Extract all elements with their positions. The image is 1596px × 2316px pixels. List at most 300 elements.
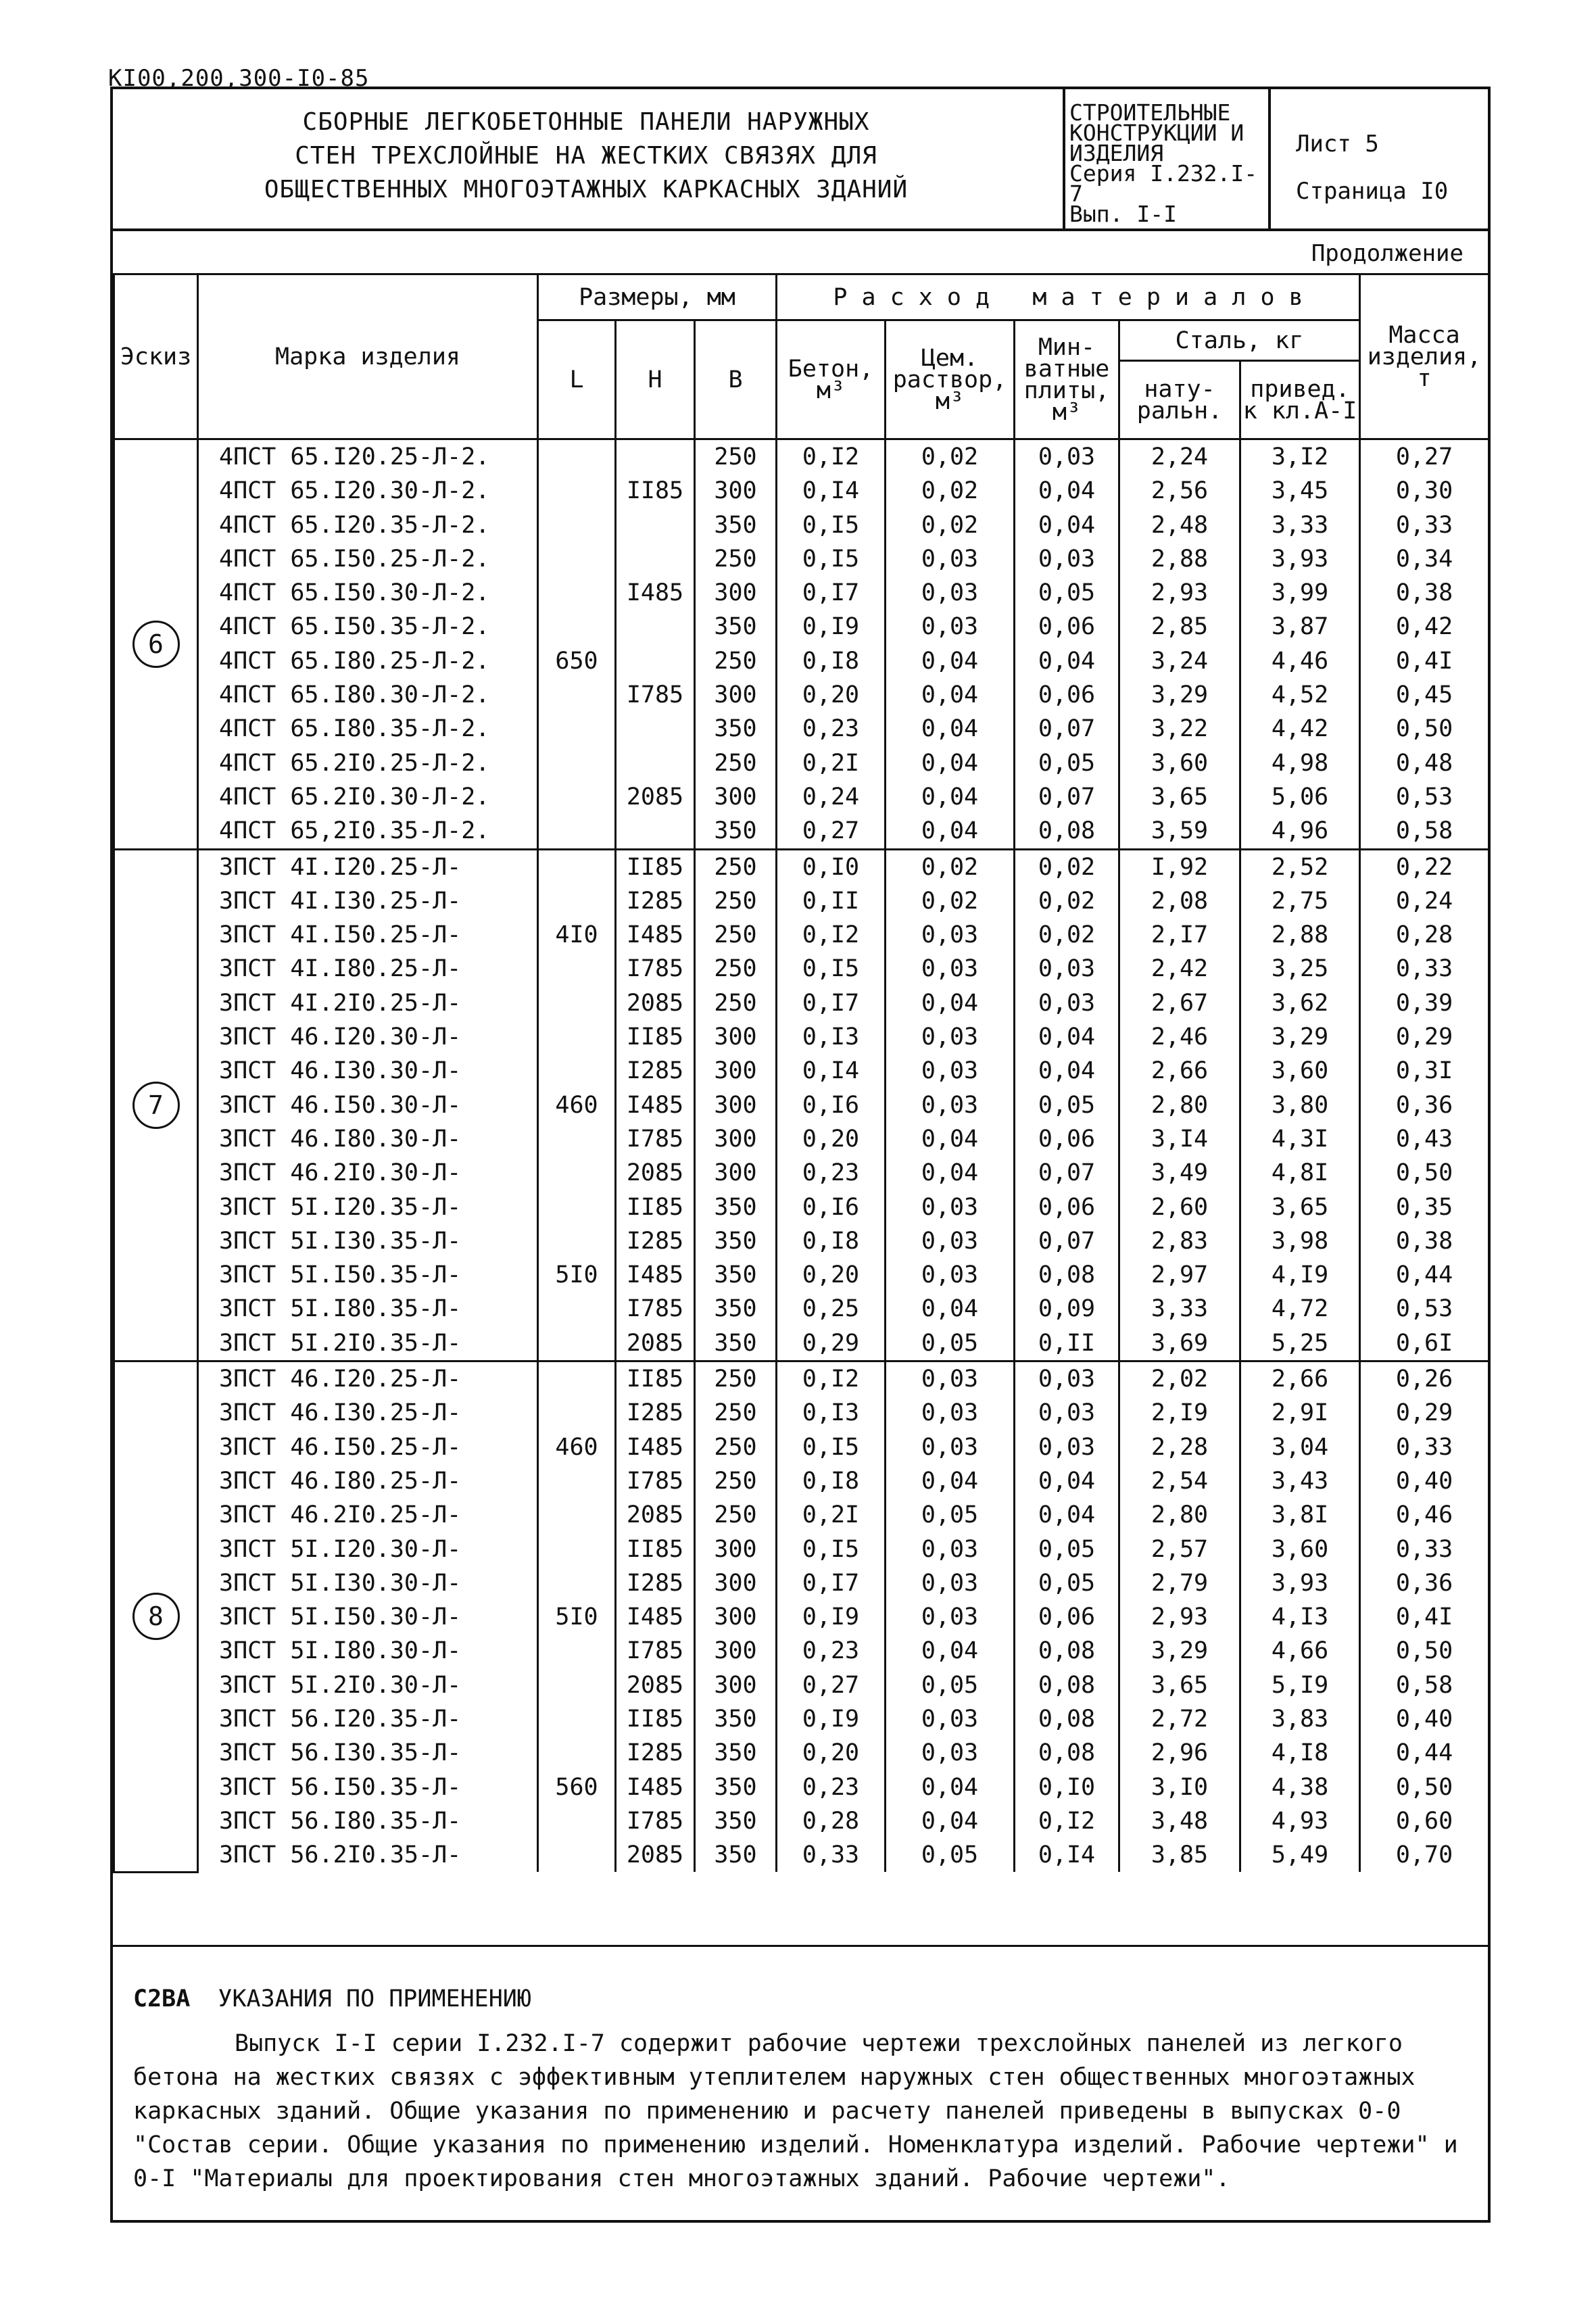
- mass-cell: 0,50: [1360, 1634, 1489, 1668]
- thickness-cell: 350: [695, 1736, 777, 1770]
- mortar-cell: 0,04: [886, 712, 1015, 746]
- thickness-cell: 350: [695, 1326, 777, 1361]
- steel-reduced-cell: 2,88: [1240, 918, 1360, 952]
- steel-reduced-cell: 4,66: [1240, 1634, 1360, 1668]
- mark-cell: 3ПСТ 56.I80.35-Л-: [198, 1804, 538, 1838]
- length-cell: [538, 610, 616, 644]
- steel-natural-cell: 2,66: [1119, 1054, 1240, 1088]
- mass-cell: 0,70: [1360, 1838, 1489, 1872]
- thickness-cell: 250: [695, 746, 777, 780]
- header-mass-label: Масса изделия,: [1367, 321, 1482, 370]
- mass-cell: 0,40: [1360, 1464, 1489, 1498]
- length-cell: [538, 986, 616, 1020]
- steel-reduced-cell: 4,98: [1240, 746, 1360, 780]
- table-row: [114, 986, 1489, 1020]
- mortar-cell: 0,04: [886, 678, 1015, 712]
- length-cell: [538, 814, 616, 849]
- mass-cell: 0,58: [1360, 1668, 1489, 1702]
- header-wool-label: Мин- ватные плиты,: [1023, 333, 1110, 404]
- steel-reduced-cell: 4,38: [1240, 1770, 1360, 1804]
- concrete-cell: 0,23: [777, 712, 886, 746]
- header-mark: Марка изделия: [198, 274, 538, 439]
- mortar-cell: 0,04: [886, 644, 1015, 678]
- steel-reduced-cell: 4,8I: [1240, 1156, 1360, 1190]
- mortar-cell: 0,04: [886, 1770, 1015, 1804]
- steel-natural-cell: 3,65: [1119, 1668, 1240, 1702]
- table-row: [114, 1804, 1489, 1838]
- mass-cell: 0,4I: [1360, 644, 1489, 678]
- steel-natural-cell: 2,93: [1119, 576, 1240, 610]
- length-cell: 460: [538, 1430, 616, 1464]
- mortar-cell: 0,03: [886, 1088, 1015, 1122]
- mortar-cell: 0,02: [886, 884, 1015, 918]
- steel-natural-cell: 2,72: [1119, 1702, 1240, 1736]
- table-row: [114, 1702, 1489, 1736]
- table-row: [114, 1736, 1489, 1770]
- mass-cell: 0,28: [1360, 918, 1489, 952]
- mortar-cell: 0,03: [886, 576, 1015, 610]
- height-cell: 2085: [616, 1498, 695, 1532]
- steel-natural-cell: 3,33: [1119, 1292, 1240, 1326]
- height-cell: [616, 542, 695, 576]
- thickness-cell: 350: [695, 508, 777, 542]
- height-cell: I785: [616, 1634, 695, 1668]
- steel-natural-cell: 2,42: [1119, 952, 1240, 986]
- mark-cell: 3ПСТ 5I.I80.30-Л-: [198, 1634, 538, 1668]
- height-cell: I485: [616, 1258, 695, 1292]
- concrete-cell: 0,I9: [777, 1702, 886, 1736]
- height-cell: II85: [616, 1361, 695, 1397]
- concrete-cell: 0,33: [777, 1838, 886, 1872]
- header-mass: [1360, 274, 1489, 439]
- steel-natural-cell: 2,24: [1119, 439, 1240, 475]
- wool-cell: 0,07: [1015, 712, 1119, 746]
- series-box: [1063, 89, 1271, 228]
- thickness-cell: 250: [695, 952, 777, 986]
- mass-cell: 0,29: [1360, 1396, 1489, 1430]
- mark-cell: 3ПСТ 5I.I80.35-Л-: [198, 1292, 538, 1326]
- table-row: [114, 1396, 1489, 1430]
- height-cell: II85: [616, 1020, 695, 1054]
- wool-cell: 0,04: [1015, 508, 1119, 542]
- height-cell: [616, 439, 695, 475]
- thickness-cell: 300: [695, 1634, 777, 1668]
- steel-natural-cell: 2,79: [1119, 1566, 1240, 1600]
- concrete-cell: 0,23: [777, 1770, 886, 1804]
- series-line: Серия I.232.I-7: [1069, 160, 1258, 207]
- concrete-cell: 0,2I: [777, 1498, 886, 1532]
- wool-cell: 0,05: [1015, 746, 1119, 780]
- steel-reduced-cell: 2,66: [1240, 1361, 1360, 1397]
- table-row: [114, 1292, 1489, 1326]
- length-cell: [538, 1326, 616, 1361]
- table-row: [114, 1361, 1489, 1397]
- length-cell: [538, 542, 616, 576]
- wool-cell: 0,08: [1015, 1736, 1119, 1770]
- height-cell: II85: [616, 849, 695, 884]
- table-row: [114, 542, 1489, 576]
- table-row: [114, 1838, 1489, 1872]
- concrete-cell: 0,I3: [777, 1396, 886, 1430]
- table-row: [114, 1156, 1489, 1190]
- thickness-cell: 300: [695, 1156, 777, 1190]
- mortar-cell: 0,03: [886, 1600, 1015, 1634]
- thickness-cell: 350: [695, 1258, 777, 1292]
- mortar-cell: 0,05: [886, 1838, 1015, 1872]
- mark-cell: 4ПСТ 65.I80.30-Л-2.: [198, 678, 538, 712]
- thickness-cell: 350: [695, 814, 777, 849]
- wool-cell: 0,05: [1015, 1533, 1119, 1566]
- table-row: [114, 1464, 1489, 1498]
- steel-reduced-cell: 3,8I: [1240, 1498, 1360, 1532]
- usage-notes: [133, 1982, 1472, 2196]
- mass-cell: 0,40: [1360, 1702, 1489, 1736]
- concrete-cell: 0,28: [777, 1804, 886, 1838]
- mass-cell: 0,50: [1360, 712, 1489, 746]
- mark-cell: 3ПСТ 56.I20.35-Л-: [198, 1702, 538, 1736]
- document-code: KI00,200,300-I0-85: [108, 65, 370, 92]
- thickness-cell: 250: [695, 1430, 777, 1464]
- wool-cell: 0,04: [1015, 474, 1119, 508]
- steel-reduced-cell: 2,75: [1240, 884, 1360, 918]
- table-row: [114, 439, 1489, 475]
- mark-cell: 3ПСТ 4I.I20.25-Л-: [198, 849, 538, 884]
- mass-cell: 0,24: [1360, 884, 1489, 918]
- concrete-cell: 0,20: [777, 1736, 886, 1770]
- mark-cell: 3ПСТ 4I.2I0.25-Л-: [198, 986, 538, 1020]
- mortar-cell: 0,02: [886, 849, 1015, 884]
- sheet-number: Лист 5: [1296, 130, 1379, 158]
- mark-cell: 4ПСТ 65,2I0.35-Л-2.: [198, 814, 538, 849]
- steel-natural-cell: 3,69: [1119, 1326, 1240, 1361]
- header-L: L: [538, 320, 616, 439]
- mark-cell: 3ПСТ 46.I50.30-Л-: [198, 1088, 538, 1122]
- steel-natural-cell: 2,08: [1119, 884, 1240, 918]
- wool-cell: 0,I2: [1015, 1804, 1119, 1838]
- thickness-cell: 300: [695, 1668, 777, 1702]
- steel-natural-cell: 3,60: [1119, 746, 1240, 780]
- steel-reduced-cell: 3,60: [1240, 1533, 1360, 1566]
- notes-heading: УКАЗАНИЯ ПО ПРИМЕНЕНИЮ: [218, 1985, 531, 2012]
- thickness-cell: 250: [695, 986, 777, 1020]
- header-materials: Р а с х о д м а т е р и а л о в: [777, 274, 1360, 320]
- mass-cell: 0,44: [1360, 1736, 1489, 1770]
- header-sketch: Эскиз: [114, 274, 198, 439]
- mortar-cell: 0,02: [886, 439, 1015, 475]
- thickness-cell: 300: [695, 678, 777, 712]
- wool-cell: 0,02: [1015, 884, 1119, 918]
- mass-cell: 0,29: [1360, 1020, 1489, 1054]
- sheet-info: [1296, 120, 1448, 215]
- mark-cell: 3ПСТ 4I.I30.25-Л-: [198, 884, 538, 918]
- height-cell: II85: [616, 1190, 695, 1224]
- mark-cell: 3ПСТ 46.2I0.30-Л-: [198, 1156, 538, 1190]
- height-cell: 2085: [616, 1838, 695, 1872]
- steel-natural-cell: 2,56: [1119, 474, 1240, 508]
- height-cell: [616, 508, 695, 542]
- height-cell: [616, 712, 695, 746]
- length-cell: [538, 952, 616, 986]
- sketch-number: 7: [132, 1082, 180, 1129]
- concrete-cell: 0,II: [777, 884, 886, 918]
- thickness-cell: 350: [695, 1838, 777, 1872]
- length-cell: [538, 439, 616, 475]
- table-row: [114, 678, 1489, 712]
- table-row: [114, 1258, 1489, 1292]
- header-B: B: [695, 320, 777, 439]
- mass-cell: 0,45: [1360, 678, 1489, 712]
- wool-cell: 0,05: [1015, 1088, 1119, 1122]
- mark-cell: 4ПСТ 65.I50.30-Л-2.: [198, 576, 538, 610]
- thickness-cell: 350: [695, 610, 777, 644]
- mass-cell: 0,46: [1360, 1498, 1489, 1532]
- steel-reduced-cell: 4,I8: [1240, 1736, 1360, 1770]
- length-cell: [538, 1361, 616, 1397]
- steel-natural-cell: 3,48: [1119, 1804, 1240, 1838]
- height-cell: I285: [616, 1736, 695, 1770]
- length-cell: [538, 780, 616, 814]
- table-row: [114, 644, 1489, 678]
- wool-cell: 0,09: [1015, 1292, 1119, 1326]
- header-steel-natural: нату- ральн.: [1119, 361, 1240, 439]
- mark-cell: 3ПСТ 46.I20.25-Л-: [198, 1361, 538, 1397]
- steel-reduced-cell: 2,52: [1240, 849, 1360, 884]
- table-row: [114, 1600, 1489, 1634]
- mark-cell: 3ПСТ 56.I50.35-Л-: [198, 1770, 538, 1804]
- steel-natural-cell: 2,67: [1119, 986, 1240, 1020]
- mass-cell: 0,33: [1360, 952, 1489, 986]
- mortar-cell: 0,04: [886, 814, 1015, 849]
- sketch-cell: [114, 849, 198, 1361]
- wool-cell: 0,08: [1015, 1702, 1119, 1736]
- mass-cell: 0,60: [1360, 1804, 1489, 1838]
- mark-cell: 3ПСТ 46.I80.25-Л-: [198, 1464, 538, 1498]
- mass-cell: 0,35: [1360, 1190, 1489, 1224]
- thickness-cell: 250: [695, 542, 777, 576]
- wool-cell: 0,03: [1015, 1396, 1119, 1430]
- steel-reduced-cell: 4,52: [1240, 678, 1360, 712]
- steel-reduced-cell: 3,43: [1240, 1464, 1360, 1498]
- concrete-cell: 0,20: [777, 1258, 886, 1292]
- mortar-cell: 0,03: [886, 952, 1015, 986]
- wool-cell: 0,08: [1015, 1668, 1119, 1702]
- wool-cell: 0,I0: [1015, 1770, 1119, 1804]
- mortar-cell: 0,04: [886, 986, 1015, 1020]
- steel-reduced-cell: 3,87: [1240, 610, 1360, 644]
- thickness-cell: 250: [695, 884, 777, 918]
- mass-cell: 0,48: [1360, 746, 1489, 780]
- mark-cell: 4ПСТ 65.2I0.30-Л-2.: [198, 780, 538, 814]
- table-row: [114, 610, 1489, 644]
- table-row: [114, 1190, 1489, 1224]
- header-mortar-label: Цем. раствор,: [892, 344, 1007, 393]
- mortar-cell: 0,04: [886, 1122, 1015, 1156]
- wool-cell: 0,04: [1015, 644, 1119, 678]
- mortar-cell: 0,03: [886, 1533, 1015, 1566]
- height-cell: I285: [616, 1396, 695, 1430]
- height-cell: I285: [616, 884, 695, 918]
- mark-cell: 3ПСТ 5I.I30.35-Л-: [198, 1224, 538, 1258]
- steel-natural-cell: 3,22: [1119, 712, 1240, 746]
- steel-natural-cell: 2,28: [1119, 1430, 1240, 1464]
- notes-divider: [113, 1945, 1488, 1947]
- mortar-cell: 0,04: [886, 1804, 1015, 1838]
- mark-cell: 4ПСТ 65.I20.35-Л-2.: [198, 508, 538, 542]
- thickness-cell: 300: [695, 1600, 777, 1634]
- steel-natural-cell: 2,60: [1119, 1190, 1240, 1224]
- mortar-cell: 0,05: [886, 1668, 1015, 1702]
- series-line: КОНСТРУКЦИИ И: [1069, 120, 1244, 146]
- concrete-cell: 0,I4: [777, 1054, 886, 1088]
- mortar-cell: 0,03: [886, 918, 1015, 952]
- mark-cell: 3ПСТ 5I.I50.30-Л-: [198, 1600, 538, 1634]
- wool-cell: 0,03: [1015, 952, 1119, 986]
- length-cell: [538, 1054, 616, 1088]
- steel-reduced-cell: 3,I2: [1240, 439, 1360, 475]
- length-cell: [538, 1668, 616, 1702]
- header-concrete-unit: м³: [816, 377, 846, 404]
- thickness-cell: 350: [695, 1224, 777, 1258]
- steel-reduced-cell: 3,83: [1240, 1702, 1360, 1736]
- wool-cell: 0,04: [1015, 1020, 1119, 1054]
- mortar-cell: 0,04: [886, 746, 1015, 780]
- concrete-cell: 0,I6: [777, 1088, 886, 1122]
- wool-cell: 0,I4: [1015, 1838, 1119, 1872]
- concrete-cell: 0,27: [777, 814, 886, 849]
- table-row: [114, 849, 1489, 884]
- wool-cell: 0,04: [1015, 1464, 1119, 1498]
- height-cell: I285: [616, 1566, 695, 1600]
- steel-reduced-cell: 5,49: [1240, 1838, 1360, 1872]
- sketch-cell: [114, 1361, 198, 1873]
- title-line: СБОРНЫЕ ЛЕГКОБЕТОННЫЕ ПАНЕЛИ НАРУЖНЫХ: [302, 108, 870, 136]
- length-cell: [538, 1122, 616, 1156]
- mortar-cell: 0,04: [886, 1634, 1015, 1668]
- thickness-cell: 250: [695, 1498, 777, 1532]
- steel-natural-cell: 2,93: [1119, 1600, 1240, 1634]
- length-cell: 650: [538, 644, 616, 678]
- mortar-cell: 0,03: [886, 1020, 1015, 1054]
- wool-cell: 0,03: [1015, 439, 1119, 475]
- table-row: [114, 746, 1489, 780]
- mark-cell: 4ПСТ 65.I50.35-Л-2.: [198, 610, 538, 644]
- concrete-cell: 0,I7: [777, 576, 886, 610]
- steel-natural-cell: 2,80: [1119, 1088, 1240, 1122]
- height-cell: 2085: [616, 1668, 695, 1702]
- height-cell: [616, 814, 695, 849]
- concrete-cell: 0,I6: [777, 1190, 886, 1224]
- steel-reduced-cell: 4,93: [1240, 1804, 1360, 1838]
- thickness-cell: 250: [695, 644, 777, 678]
- height-cell: I785: [616, 1122, 695, 1156]
- mass-cell: 0,36: [1360, 1088, 1489, 1122]
- concrete-cell: 0,I9: [777, 1600, 886, 1634]
- continuation-label: Продолжение: [1311, 240, 1464, 267]
- wool-cell: 0,03: [1015, 1430, 1119, 1464]
- steel-reduced-cell: 3,93: [1240, 542, 1360, 576]
- height-cell: 2085: [616, 780, 695, 814]
- steel-reduced-cell: 3,98: [1240, 1224, 1360, 1258]
- table-row: [114, 474, 1489, 508]
- concrete-cell: 0,I4: [777, 474, 886, 508]
- mark-cell: 4ПСТ 65.I50.25-Л-2.: [198, 542, 538, 576]
- concrete-cell: 0,I7: [777, 986, 886, 1020]
- mortar-cell: 0,04: [886, 1464, 1015, 1498]
- table-row: [114, 1668, 1489, 1702]
- mortar-cell: 0,02: [886, 474, 1015, 508]
- mass-cell: 0,26: [1360, 1361, 1489, 1397]
- length-cell: 560: [538, 1770, 616, 1804]
- height-cell: I485: [616, 1430, 695, 1464]
- wool-cell: 0,03: [1015, 542, 1119, 576]
- header-wool: [1015, 320, 1119, 439]
- table-row: [114, 952, 1489, 986]
- height-cell: I785: [616, 1804, 695, 1838]
- wool-cell: 0,03: [1015, 986, 1119, 1020]
- mortar-cell: 0,03: [886, 1361, 1015, 1397]
- length-cell: [538, 1838, 616, 1872]
- wool-cell: 0,07: [1015, 780, 1119, 814]
- thickness-cell: 300: [695, 474, 777, 508]
- table-row: [114, 508, 1489, 542]
- header-mortar: [886, 320, 1015, 439]
- header-mass-unit: т: [1417, 364, 1432, 392]
- steel-natural-cell: 3,65: [1119, 780, 1240, 814]
- height-cell: [616, 644, 695, 678]
- steel-natural-cell: 2,57: [1119, 1533, 1240, 1566]
- header-H: H: [616, 320, 695, 439]
- height-cell: I785: [616, 678, 695, 712]
- concrete-cell: 0,I5: [777, 952, 886, 986]
- thickness-cell: 350: [695, 712, 777, 746]
- concrete-cell: 0,I5: [777, 1533, 886, 1566]
- length-cell: 5I0: [538, 1258, 616, 1292]
- concrete-cell: 0,23: [777, 1634, 886, 1668]
- thickness-cell: 250: [695, 1396, 777, 1430]
- wool-cell: 0,05: [1015, 1566, 1119, 1600]
- height-cell: 2085: [616, 1156, 695, 1190]
- materials-table: [113, 273, 1490, 1873]
- mark-cell: 4ПСТ 65.I20.25-Л-2.: [198, 439, 538, 475]
- steel-natural-cell: 2,46: [1119, 1020, 1240, 1054]
- length-cell: [538, 1292, 616, 1326]
- concrete-cell: 0,I0: [777, 849, 886, 884]
- mark-cell: 3ПСТ 46.I30.25-Л-: [198, 1396, 538, 1430]
- mark-cell: 3ПСТ 5I.I20.30-Л-: [198, 1533, 538, 1566]
- mortar-cell: 0,03: [886, 542, 1015, 576]
- steel-reduced-cell: 3,29: [1240, 1020, 1360, 1054]
- steel-reduced-cell: 5,06: [1240, 780, 1360, 814]
- concrete-cell: 0,I8: [777, 644, 886, 678]
- wool-cell: 0,06: [1015, 678, 1119, 712]
- thickness-cell: 300: [695, 1020, 777, 1054]
- steel-reduced-cell: 4,I9: [1240, 1258, 1360, 1292]
- length-cell: [538, 712, 616, 746]
- steel-natural-cell: 2,97: [1119, 1258, 1240, 1292]
- mortar-cell: 0,04: [886, 1156, 1015, 1190]
- mark-cell: 3ПСТ 4I.I80.25-Л-: [198, 952, 538, 986]
- steel-natural-cell: 2,83: [1119, 1224, 1240, 1258]
- height-cell: I785: [616, 1292, 695, 1326]
- thickness-cell: 300: [695, 1566, 777, 1600]
- mass-cell: 0,30: [1360, 474, 1489, 508]
- height-cell: I785: [616, 1464, 695, 1498]
- steel-reduced-cell: 4,96: [1240, 814, 1360, 849]
- sketch-number: 6: [132, 621, 180, 668]
- mortar-cell: 0,03: [886, 1190, 1015, 1224]
- length-cell: 460: [538, 1088, 616, 1122]
- steel-natural-cell: 2,I7: [1119, 918, 1240, 952]
